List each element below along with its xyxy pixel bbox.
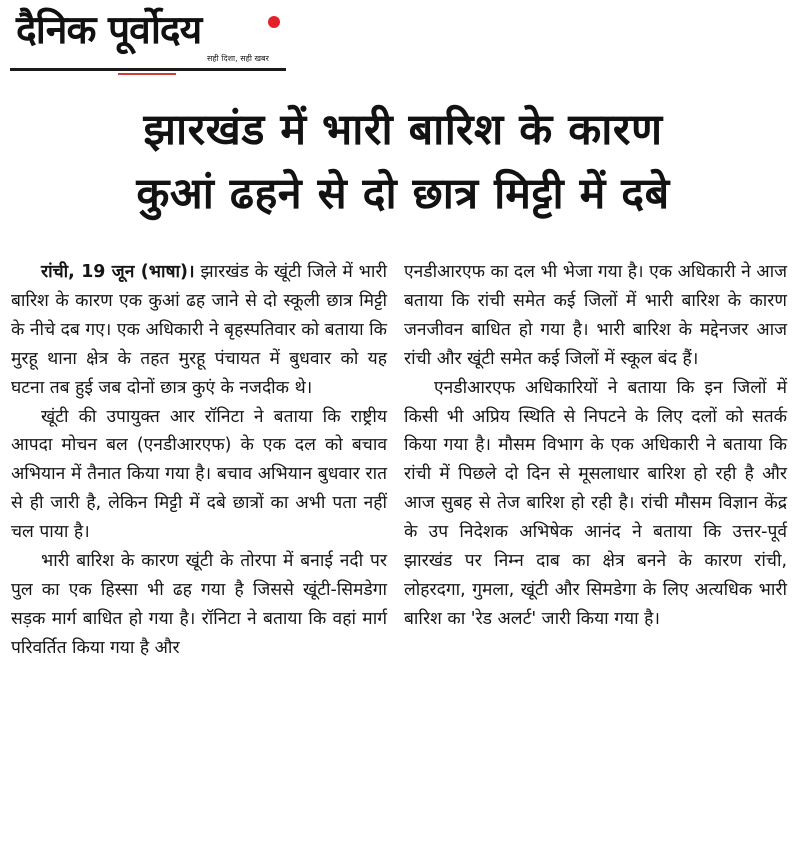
article-paragraph-3-continued: एनडीआरएफ का दल भी भेजा गया है। एक अधिकारी ने आज बताया कि रांची समेत कई जिलों में भारी बारिश के कारण जनजीवन बाधित हो गया है। भारी बारिश के मद्देनजर आज रांची और खूंटी समेत कई जिलों में स्कूल बंद हैं।: [404, 262, 787, 369]
masthead: [10, 4, 286, 74]
newspaper-logo: दैनिक पूर्वोदय: [16, 8, 202, 53]
article-paragraph-2: खूंटी की उपायुक्त आर रॉनिटा ने बताया कि राष्ट्रीय आपदा मोचन बल (एनडीआरएफ) के एक दल को बचाव अभियान में तैनात किया गया है। बचाव अभियान बुधवार रात से ही जारी है, लेकिन मिट्टी में दबे छात्रों का अभी पता नहीं चल पाया है।: [11, 406, 387, 543]
logo-red-dot-icon: [268, 16, 280, 28]
masthead-rule: [10, 68, 286, 71]
article-headline: [20, 98, 786, 226]
headline-line-1: झारखंड में भारी बारिश के कारण: [143, 105, 663, 155]
newspaper-tagline: सही दिशा, सही खबर: [207, 54, 269, 63]
article-column-left: [11, 258, 387, 663]
article-paragraph-1: [11, 258, 387, 403]
article-paragraph-3: भारी बारिश के कारण खूंटी के तोरपा में बनाई नदी पर पुल का एक हिस्सा भी ढह गया है जिससे खूंटी-सिमडेगा सड़क मार्ग बाधित हो गया है। रॉनिटा ने बताया कि वहां मार्ग परिवर्तित किया गया है और: [11, 551, 387, 658]
headline-line-2: कुआं ढहने से दो छात्र मिट्टी में दबे: [136, 169, 670, 219]
article-column-right: [404, 258, 787, 634]
dateline: रांची, 19 जून (भाषा)।: [41, 262, 195, 282]
paragraph-1-text: झारखंड के खूंटी जिले में भारी बारिश के कारण एक कुआं ढह जाने से दो स्कूली छात्र मिट्टी के नीचे दब गए। एक अधिकारी ने बृहस्पतिवार को बताया कि मुरहू थाना क्षेत्र के तहत मुरहू पंचायत में बुधवार को यह घटना तब हुई जब दोनों छात्र कुएं के नजदीक थे।: [11, 262, 388, 398]
article-paragraph-4: एनडीआरएफ अधिकारियों ने बताया कि इन जिलों में किसी भी अप्रिय स्थिति से निपटने के लिए दलों को सतर्क किया गया है। मौसम विभाग के एक अधिकारी ने बताया कि रांची में पिछले दो दिन से मूसलाधार बारिश हो रही है और आज सुबह से तेज बारिश हो रही है। रांची मौसम विज्ञान केंद्र के उप निदेशक अभिषेक आनंद ने बताया कि उत्तर-पूर्व झारखंड पर निम्न दाब का क्षेत्र बनने के कारण रांची, लोहरदगा, गुमला, खूंटी और सिमडेगा के लिए अत्यधिक भारी बारिश का 'रेड अलर्ट' जारी किया गया है।: [404, 377, 787, 629]
masthead-red-strip: [118, 73, 176, 75]
